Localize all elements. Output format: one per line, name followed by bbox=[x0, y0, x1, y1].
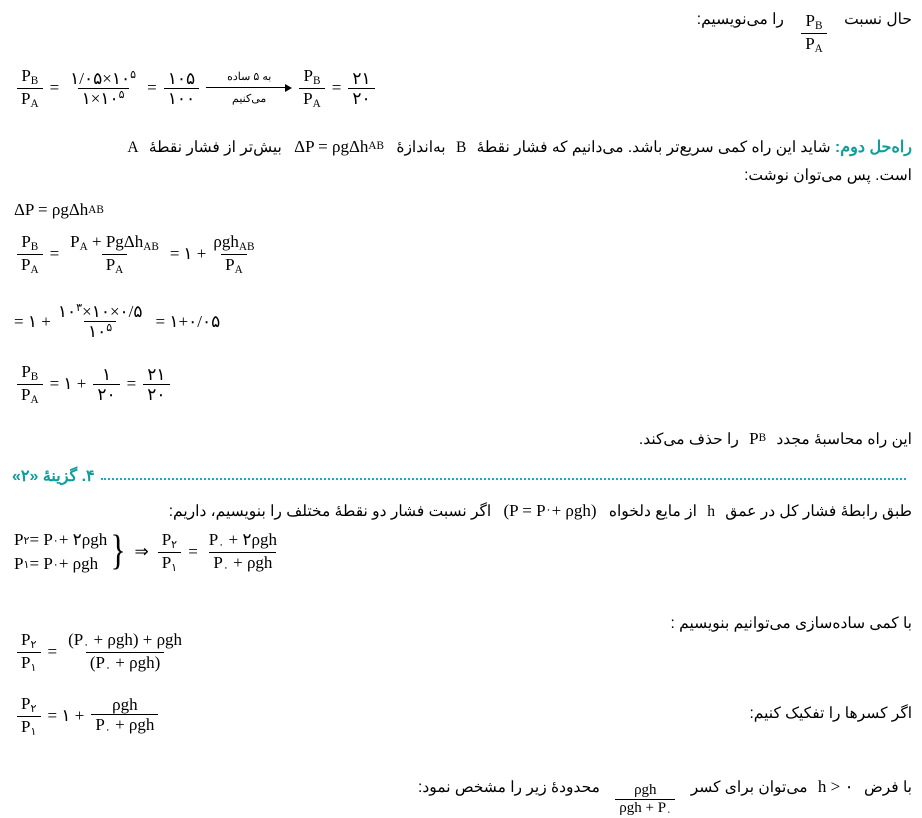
equation-delta-p bbox=[14, 200, 104, 220]
split-den-sub: ۰ bbox=[104, 724, 111, 737]
line1-suffix: را می‌نویسیم: bbox=[696, 11, 784, 28]
eq1-den2: ۱۰۰ bbox=[164, 88, 199, 108]
fin-pa-sub: A bbox=[30, 393, 39, 406]
question-4-paragraph bbox=[12, 496, 912, 526]
equation-system-ratio bbox=[14, 530, 284, 574]
eq1-pb: P bbox=[21, 66, 31, 85]
equation-split bbox=[14, 694, 161, 738]
closing-pb-sub: B bbox=[758, 432, 767, 445]
split-num: ρgh bbox=[112, 695, 138, 715]
eq1-pa-sub: A bbox=[30, 97, 39, 110]
simpl-den-open: (P bbox=[89, 652, 105, 672]
solution-two-text-b: به‌اندازهٔ bbox=[396, 139, 446, 156]
fin-f1-den: ۲۰ bbox=[93, 384, 119, 404]
sys2-lhs: P bbox=[14, 554, 24, 574]
exp-num-rest: + PgΔh bbox=[87, 232, 144, 251]
solution-two-text-c: بیش‌تر از فشار نقطهٔ bbox=[148, 139, 282, 156]
sys2-lhs-sub: ۱ bbox=[23, 558, 30, 571]
split-p2: P bbox=[21, 694, 31, 713]
pa-subscript: A bbox=[814, 42, 823, 55]
ratio-rnum: P bbox=[208, 530, 219, 549]
split-p2-sub: ۲ bbox=[30, 703, 37, 716]
exp-one-plus: ۱ + bbox=[183, 244, 207, 264]
eq1-den1: ۱×۱۰ bbox=[81, 88, 119, 108]
point-b-label: B bbox=[455, 139, 467, 156]
question-4-heading-row bbox=[12, 466, 912, 486]
split-p1: P bbox=[21, 716, 31, 736]
simpl-den-sub: ۰ bbox=[105, 661, 112, 674]
fin-f2-num: ۲۱ bbox=[147, 364, 166, 384]
arrow-label-above: به ۵ ساده bbox=[227, 70, 272, 83]
simpl-num-open: (P bbox=[68, 630, 84, 649]
assume-text-a: با فرض bbox=[863, 779, 912, 796]
exp-pa-sub: A bbox=[30, 263, 39, 276]
assume-frac-num: ρgh bbox=[634, 782, 657, 798]
system-line-1 bbox=[14, 530, 107, 550]
point-a-label: A bbox=[127, 139, 139, 156]
exp-den-pa: P bbox=[105, 254, 116, 274]
delta-p-subscript: AB bbox=[368, 140, 385, 153]
ratio-eq: = bbox=[188, 542, 198, 562]
assumption-sentence bbox=[352, 772, 912, 816]
equation-final-ratio bbox=[14, 362, 173, 406]
tp-open: (P = P bbox=[503, 501, 546, 520]
exp-num-pa: P bbox=[70, 232, 80, 251]
eq1-pa2: P bbox=[303, 88, 313, 108]
q4-text-a: طبق رابطهٔ فشار کل در عمق bbox=[725, 503, 912, 520]
equation-ratio-chain: $\frac{P_B}{P_A}$ = $\frac{۱/۰۵\times ۱۰^۵}{۱\times ۱۰^۵}$ = $\frac{۱۰۵}{۱۰۰}$ به ۵ ساده می‌کنیم $\frac{P_B}{P_A}$ = $\frac{۲۱}{۲۰}$ bbox=[14, 66, 378, 110]
eq1-num3: ۲۱ bbox=[352, 68, 371, 88]
simpl-den-rest: + ρgh) bbox=[111, 652, 161, 672]
sys2-rest: + ρgh bbox=[58, 554, 99, 574]
closing-pb: P bbox=[749, 429, 759, 448]
simpl-p2: P bbox=[21, 630, 31, 649]
exp-r-num: ρgh bbox=[213, 232, 239, 251]
pa-symbol: P bbox=[805, 33, 815, 53]
exp-num-rest-sub: AB bbox=[143, 241, 159, 254]
simpl-p1-sub: ۱ bbox=[30, 661, 37, 674]
exp-pa: P bbox=[21, 254, 31, 274]
eq1-den3: ۲۰ bbox=[348, 88, 374, 108]
implies-icon: ⇒ bbox=[134, 542, 149, 562]
arrow-icon bbox=[206, 83, 292, 93]
equation-pb-pa-expansion: $\frac{P_B}{P_A}$ = $\frac{P_A + Pg\Delta h_{AB}}{P_A}$ = ۱ + $\frac{\rho gh_{AB}}{P_A}$ bbox=[14, 232, 261, 276]
eq1-pa2-sub: A bbox=[312, 97, 321, 110]
fin-pa: P bbox=[21, 384, 31, 404]
num-sub-result: = ۱+۰/۰۵ bbox=[155, 311, 221, 331]
eq1-num1: ۱/۰۵×۱۰ bbox=[70, 68, 131, 88]
num-sub-num: ۱۰ bbox=[57, 302, 77, 322]
num-sub-num-sup: ۳ bbox=[76, 302, 83, 314]
total-pressure-formula bbox=[504, 496, 597, 526]
ratio-rden-sub: ۰ bbox=[222, 561, 229, 574]
ratio-rden-rest: + ρgh bbox=[228, 552, 273, 572]
exp-den-pa-sub: A bbox=[115, 263, 124, 276]
eq1-num2: ۱۰۵ bbox=[167, 68, 196, 88]
assume-condition: h > ۰ bbox=[817, 777, 854, 796]
ratio-p2: P bbox=[161, 530, 172, 549]
ratio-p2-sub: ۲ bbox=[171, 539, 178, 552]
ratio-rnum-rest: + ۲ρgh bbox=[224, 530, 277, 549]
delta-p-expression: ΔP = ρgΔh bbox=[294, 137, 369, 156]
split-den: P bbox=[95, 715, 105, 735]
ratio-p1: P bbox=[161, 552, 172, 572]
delta-p-eq-sub: AB bbox=[88, 204, 104, 216]
assume-frac-den-sub: ۰ bbox=[666, 806, 672, 818]
solution-two-paragraph bbox=[12, 132, 912, 162]
system-line-2 bbox=[14, 554, 107, 574]
closing-pb-symbol bbox=[749, 424, 766, 454]
simpl-num-sub: ۰ bbox=[83, 639, 90, 652]
solution-two-label: راه‌حل دوم: bbox=[834, 139, 912, 156]
sys2-rhs: = P bbox=[29, 554, 53, 574]
pb-subscript: B bbox=[814, 20, 823, 33]
delta-p-eq: ΔP = ρgΔh bbox=[14, 200, 89, 219]
line-ratio-intro bbox=[12, 6, 912, 53]
ratio-rnum-sub: ۰ bbox=[218, 539, 225, 552]
ratio-p1-sub: ۱ bbox=[171, 561, 178, 574]
num-sub-den: ۱۰ bbox=[88, 322, 107, 342]
simpl-p2-sub: ۲ bbox=[30, 639, 37, 652]
sys1-lhs-sub: ۲ bbox=[23, 534, 30, 547]
equation-simplified: $\frac{P_۲}{P_۱}$ = $\frac{(P_۰ + \rho gh) + \rho gh}{(P_۰ + \rho gh)}$ bbox=[14, 630, 189, 674]
ratio-rden: P bbox=[213, 552, 223, 572]
closing-sentence bbox=[12, 424, 912, 454]
assume-fraction bbox=[612, 782, 678, 818]
exp-r-den-sub: A bbox=[234, 263, 243, 276]
sys1-rhs-sub: ۰ bbox=[52, 534, 59, 547]
closing-text-b: را حذف می‌کند. bbox=[638, 431, 739, 448]
solution-two-text-d: است. پس می‌توان نوشت: bbox=[744, 167, 912, 184]
right-brace-icon: } bbox=[110, 528, 126, 575]
assume-frac-den: ρgh + P bbox=[619, 799, 667, 816]
eq1-pb-sub: B bbox=[30, 75, 39, 88]
sys1-lhs: P bbox=[14, 530, 24, 550]
dotted-separator bbox=[101, 477, 906, 480]
arrow-label-below: می‌کنیم bbox=[232, 93, 267, 106]
simpl-num-rest: + ρgh) + ρgh bbox=[89, 630, 183, 649]
exp-r-den: P bbox=[225, 254, 235, 274]
simpl-p1: P bbox=[21, 652, 31, 672]
exp-num-pa-sub: A bbox=[79, 241, 88, 254]
assume-text-c: محدودهٔ زیر را مشخص نمود: bbox=[418, 779, 600, 796]
fin-f2-den: ۲۰ bbox=[143, 384, 169, 404]
fin-pb: P bbox=[21, 362, 31, 381]
fin-f1-num: ۱ bbox=[101, 364, 112, 384]
eq1-num1-sup: ۵ bbox=[130, 68, 137, 81]
fin-eq-one-plus: = ۱ + bbox=[49, 374, 87, 394]
split-sentence bbox=[412, 700, 912, 727]
eq1-den1-sup: ۵ bbox=[118, 88, 125, 101]
exp-pb-sub: B bbox=[30, 241, 39, 254]
simplify-arrow bbox=[206, 71, 292, 106]
sys1-rhs: = P bbox=[29, 530, 53, 550]
eq1-pb2: P bbox=[303, 66, 313, 85]
question-4-heading: ۴. گزینهٔ «۲» bbox=[12, 468, 95, 485]
pb-symbol: P bbox=[805, 11, 815, 30]
q4-text-b: از مایع دلخواه bbox=[608, 503, 697, 520]
num-sub-num-rest: ×۱۰×۰/۵ bbox=[82, 302, 143, 322]
exp-r-num-sub: AB bbox=[238, 241, 255, 254]
fin-eq2: = bbox=[126, 374, 137, 394]
sys2-rhs-sub: ۰ bbox=[52, 558, 59, 571]
num-sub-lead: = ۱ + bbox=[14, 311, 51, 331]
split-text: اگر کسرها را تفکیک کنیم: bbox=[749, 705, 912, 722]
eq1-pb2-sub: B bbox=[312, 75, 321, 88]
q4-text-c: اگر نسبت فشار دو نقطهٔ مختلف را بنویسیم، داریم: bbox=[168, 503, 492, 520]
tp-sub: ۰ bbox=[545, 504, 552, 517]
eq1-pa: P bbox=[21, 88, 31, 108]
equation-numeric-substitution bbox=[14, 302, 224, 341]
simplify-text: با کمی ساده‌سازی می‌توانیم بنویسیم : bbox=[670, 615, 912, 632]
split-p1-sub: ۱ bbox=[30, 725, 37, 738]
solution-two-paragraph-line2 bbox=[12, 162, 912, 189]
exp-pb: P bbox=[21, 232, 31, 251]
tp-rest: + ρgh) bbox=[551, 501, 597, 520]
split-eq: = ۱ + bbox=[47, 706, 85, 726]
q4-h-symbol: h bbox=[707, 503, 715, 520]
line1-prefix: حال نسبت bbox=[844, 11, 912, 28]
solution-two-text-a: شاید این راه کمی سریع‌تر باشد. می‌دانیم که فشار نقطهٔ bbox=[476, 139, 831, 156]
assume-text-b: می‌توان برای کسر bbox=[690, 779, 808, 796]
fin-pb-sub: B bbox=[30, 371, 39, 384]
sys1-rest: + ۲ρgh bbox=[58, 530, 108, 550]
num-sub-den-sup: ۵ bbox=[106, 322, 113, 335]
split-den-rest: + ρgh bbox=[110, 715, 155, 735]
closing-text-a: این راه محاسبهٔ مجدد bbox=[776, 431, 912, 448]
delta-p-inline-formula bbox=[294, 132, 384, 162]
inline-fraction-pb-pa bbox=[798, 11, 830, 55]
